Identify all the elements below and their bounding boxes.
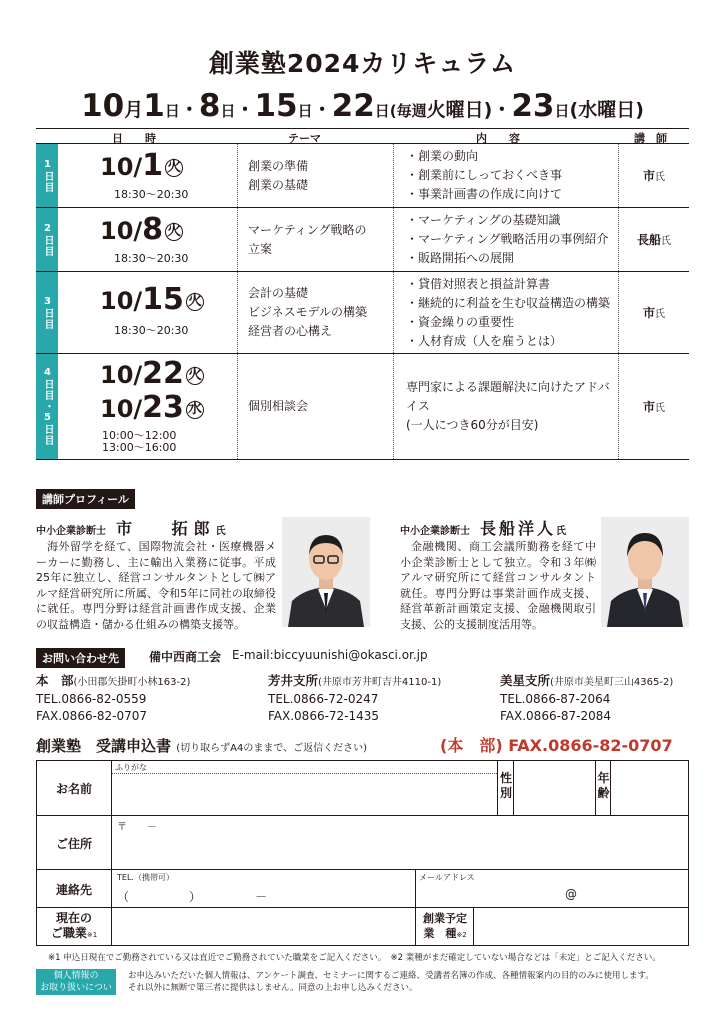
profile-label: 講師プロフィール <box>36 489 135 509</box>
date-cell <box>58 354 238 459</box>
session-time: 18:30～20:30 <box>114 188 189 201</box>
branch-bisei: 美星支所(井原市美星町三山4365-2) TEL.0866-87-2064 FAX.0866-87-2084 <box>500 673 674 723</box>
furigana-divider <box>112 773 497 774</box>
theme-cell: マーケティング戦略の 立案 <box>238 208 394 271</box>
day-tab: 3日目 <box>36 272 58 353</box>
table-row <box>36 272 689 354</box>
gender-input[interactable] <box>515 763 593 813</box>
date-sep: ・ <box>235 99 255 121</box>
name-label: お名前 <box>55 782 92 796</box>
contact-org: 備中西商工会 <box>149 650 222 664</box>
lecturer-cell: 長船 氏 <box>636 233 671 247</box>
theme-cell: 創業の準備 創業の基礎 <box>238 144 394 207</box>
form-title: 創業塾 受講申込書 (切り取らずA4のままで、ご返信ください) <box>36 737 368 755</box>
session-time: 10:00～12:00 13:00～16:00 <box>102 429 177 454</box>
date-cell <box>58 272 238 353</box>
lecturer-2-photo <box>601 517 689 627</box>
session-date: 10/22 火 <box>100 356 202 391</box>
tel-template: （ ） － <box>117 890 268 904</box>
date-3-unit: 日 <box>297 102 313 120</box>
form-divider <box>473 907 474 945</box>
header-theme: テーマ <box>288 132 321 145</box>
date-line <box>0 88 725 124</box>
date-2-day: 8 <box>198 88 221 124</box>
form-divider <box>513 761 514 815</box>
address-label: ご住所 <box>55 837 92 851</box>
at-mark: @ <box>565 887 577 901</box>
session-time: 18:30～20:30 <box>114 252 189 265</box>
lecturer-2-portrait-icon <box>601 517 689 627</box>
date-1-month: 月 <box>124 99 144 121</box>
header-content: 内 容 <box>476 132 520 145</box>
form-divider <box>595 761 596 815</box>
theme-cell: 個別相談会 <box>238 354 394 459</box>
age-input[interactable] <box>612 763 686 813</box>
date-1-day: 1 <box>143 88 165 124</box>
furigana-label: ふりがな <box>115 763 147 772</box>
theme-cell: 会計の基礎 ビジネスモデルの構築 経営者の心構え <box>238 272 394 353</box>
lecturer-1-photo <box>282 517 370 627</box>
date-cell <box>58 144 238 207</box>
table-row <box>36 144 689 208</box>
contact-label: お問い合わせ先 <box>36 648 125 668</box>
job-label: 現在の ご職業※1 <box>50 911 98 940</box>
session-date-2: 10/23 水 <box>100 390 202 425</box>
table-row <box>36 354 689 460</box>
branch-yoshii: 芳井支所(井原市芳井町吉井4110-1) TEL.0866-72-0247 FAX.0866-72-1435 <box>268 673 442 723</box>
gender-label: 性別 <box>499 771 512 800</box>
lecturer-2-bio: 金融機関、商工会議所勤務を経て中小企業診断士として独立。令和３年㈱アルマ研究所にて経営コンサルタント就任。専門分野は事業計画作成支援、経営革新計画策定支援、金融機関取引支援、公的支援制度活用等。 <box>400 540 596 631</box>
date-5-day: 23 <box>511 88 555 124</box>
lecturer-1-name: 中小企業診断士 市 拓郎氏 <box>36 519 226 538</box>
industry-label: 創業予定 業 種※2 <box>423 912 467 940</box>
curriculum-table <box>36 128 689 460</box>
page-title: 創業塾2024カリキュラム <box>208 49 517 78</box>
lecturer-cell: 市 氏 <box>642 169 665 183</box>
industry-input[interactable] <box>475 909 686 943</box>
date-sep: ・ <box>492 99 512 121</box>
session-date: 10/1 火 <box>100 148 182 183</box>
form-divider <box>415 869 416 945</box>
lecturer-1-bio: 海外留学を経て、国際物流会社・医療機器メーカーに勤務し、主に輸出入業務に従事。平成25年に独立し、経営コンサルタントとして㈱アルマ経営研究所に所属、令和5年に同社の取締役に就任。専門分野は経営計画書作成支援、企業の収益構造・儲かる仕組みの構築支援等。 <box>36 540 276 631</box>
address-input[interactable] <box>113 817 686 867</box>
contact-field-label: 連絡先 <box>55 883 92 897</box>
session-time: 18:30～20:30 <box>114 324 189 337</box>
tel-label: TEL.（携帯可） <box>117 873 174 882</box>
name-input[interactable] <box>113 775 496 813</box>
date-cell <box>58 208 238 271</box>
form-divider <box>37 869 688 870</box>
content-cell: ・創業の動向 ・創業前にしっておくべき事 ・事業計画書の作成に向けて <box>394 144 619 207</box>
weekly-day: 火曜日) <box>426 99 493 121</box>
form-divider <box>610 761 611 815</box>
lecturer-2-name: 中小企業診断士 長船洋人氏 <box>400 519 567 538</box>
session-date: 10/15 火 <box>100 282 202 317</box>
branch-honbu: 本 部(小田郡矢掛町小林163-2) TEL.0866-82-0559 FAX.0866-82-0707 <box>36 673 191 723</box>
email-input[interactable] <box>417 871 686 905</box>
form-divider <box>111 761 112 945</box>
form-divider <box>37 907 688 908</box>
content-cell: ・貸借対照表と損益計算書 ・継続的に利益を生む収益構造の構築 ・資金繰りの重要性 ・人材育成（人を雇うとは） <box>394 272 619 353</box>
email-label: メールアドレス <box>419 873 475 882</box>
date-1-unit: 日 <box>164 102 180 120</box>
date-2-unit: 日 <box>220 102 236 120</box>
privacy-text: お申込みいただいた個人情報は、アンケート調査、セミナーに関するご連絡、受講者名簿の作成、各種情報案内の目的のみに使用します。 それ以外に無断で第三者に提供はしません。同意の上お申し込みください。 <box>128 971 654 993</box>
date-3-day: 15 <box>254 88 298 124</box>
date-1-month-num: 10 <box>81 88 125 124</box>
tel-input[interactable] <box>113 871 413 905</box>
day-tab: 1日目 <box>36 144 58 207</box>
form-fax: (本 部) FAX.0866-82-0707 <box>440 736 673 755</box>
job-input[interactable] <box>113 909 413 943</box>
age-label: 年齢 <box>597 771 610 800</box>
postal-mark: 〒 － <box>117 822 157 833</box>
date-4-unit: 日 <box>374 102 390 120</box>
content-cell: 専門家による課題解決に向けたアドバイス (一人につき60分が目安) <box>394 354 619 459</box>
header-lecturer: 講 師 <box>634 132 667 145</box>
content-cell: ・マーケティングの基礎知識 ・マーケティング戦略活用の事例紹介 ・販路開拓への展開 <box>394 208 619 271</box>
form-divider <box>37 815 688 816</box>
header-date: 日 時 <box>112 132 156 145</box>
application-form <box>36 760 689 946</box>
date-5-weekday: (水曜日) <box>569 99 644 121</box>
table-row <box>36 208 689 272</box>
session-date: 10/8 火 <box>100 212 182 247</box>
contact-email: E-mail:biccyuunishi@okasci.or.jp <box>232 648 428 662</box>
form-divider <box>497 761 498 815</box>
lecturer-1-portrait-icon <box>282 517 370 627</box>
lecturer-cell: 市 氏 <box>642 306 665 320</box>
date-sep: ・ <box>179 99 199 121</box>
privacy-label: 個人情報の お取り扱いについて <box>36 969 116 995</box>
date-4-day: 22 <box>331 88 375 124</box>
table-header <box>36 128 689 144</box>
footnote: ※1 申込日現在でご勤務されている又は直近でご勤務されていた職業をご記入ください。 ※2 業種がまだ確定していない場合などは「未定」とご記入ください。 <box>48 953 661 963</box>
date-5-unit: 日 <box>554 102 570 120</box>
weekly-open: (毎週 <box>389 102 427 120</box>
lecturer-cell: 市 氏 <box>642 400 665 414</box>
day-tab: 4日目・5日目 <box>36 354 58 459</box>
date-sep: ・ <box>312 99 332 121</box>
day-tab: 2日目 <box>36 208 58 271</box>
